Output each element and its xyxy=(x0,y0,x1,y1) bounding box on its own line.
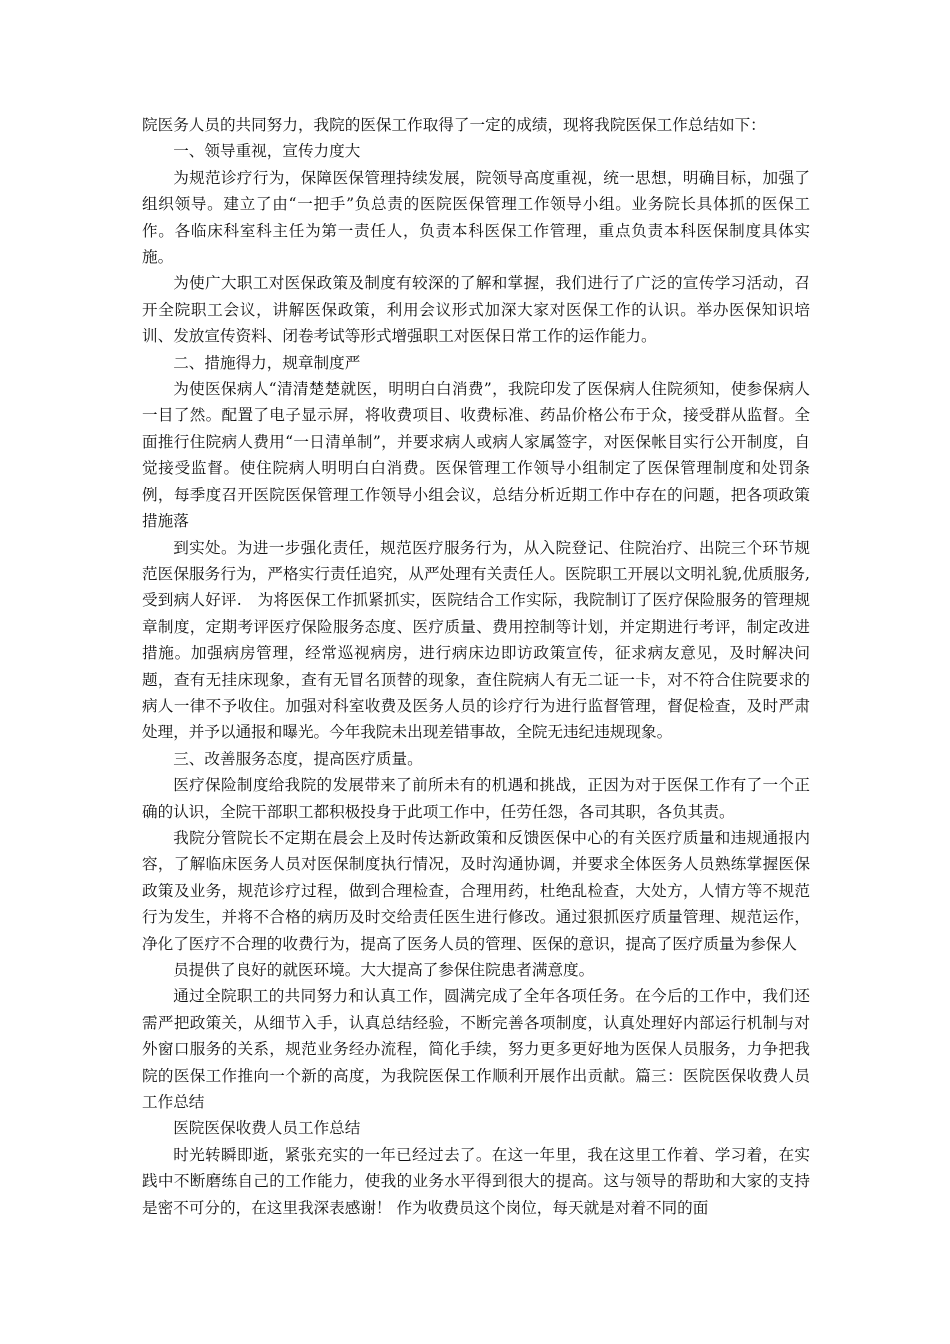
article-title: 医院医保收费人员工作总结 xyxy=(173,1119,361,1138)
section-heading-1: 一、领导重视，宣传力度大 xyxy=(173,142,361,161)
paragraph: 时光转瞬即逝，紧张充实的一年已经过去了。在这一年里，我在这里工作着、学习着，在实践中不断磨练自己的工作能力，使我的业务水平得到很大的提高。这与领导的帮助和大家的支持是密不可分的，在这里我深表感谢！ 作为收费员这个岗位，每天就是对着不同的面 xyxy=(142,1145,810,1217)
paragraph-intro-tail: 院医务人员的共同努力，我院的医保工作取得了一定的成绩，现将我院医保工作总结如下： xyxy=(142,116,766,134)
paragraph: 我院分管院长不定期在晨会上及时传达新政策和反馈医保中心的有关医疗质量和违规通报内容，了解临床医务人员对医保制度执行情况，及时沟通协调，并要求全体医务人员熟练掌握医保政策及业务，规范诊疗过程，做到合理检查，合理用药，杜绝乱检查，大处方，人情方等不规范行为发生，并将不合格的病历及时交给责任医生进行修改。通过狠抓医疗质量管理、规范运作，净化了医疗不合理的收费行为，提高了医务人员的管理、医保的意识，提高了医疗质量为参保人 xyxy=(142,828,810,953)
paragraph: 为使广大职工对医保政策及制度有较深的了解和掌握，我们进行了广泛的宣传学习活动，召开全院职工会议，讲解医保政策，利用会议形式加深大家对医保工作的认识。举办医保知识培训、发放宣传资料、闭卷考试等形式增强职工对医保日常工作的运作能力。 xyxy=(142,274,810,346)
paragraph: 医疗保险制度给我院的发展带来了前所未有的机遇和挑战，正因为对于医保工作有了一个正确的认识，全院干部职工都积极投身于此项工作中，任劳任怨，各司其职，各负其责。 xyxy=(142,776,810,821)
paragraph: 到实处。为进一步强化责任，规范医疗服务行为，从入院登记、住院治疗、出院三个环节规范医保服务行为，严格实行责任追究，从严处理有关责任人。医院职工开展以文明礼貌,优质服务,受到病人好评. 为将医保工作抓紧抓实，医院结合工作实际，我院制订了医疗保险服务的管理规章制度，定期考评医疗保险服务态度、医疗质量、费用控制等计划，并定期进行考评，制定改进措施。加强病房管理，经常巡视病房，进行病床边即访政策宣传，征求病友意见，及时解决问题，查有无挂床现象，查有无冒名顶替的现象，查住院病人有无二证一卡，对不符合住院要求的病人一律不予收住。加强对科室收费及医务人员的诊疗行为进行监督管理，督促检查，及时严肃处理，并予以通报和曝光。今年我院未出现差错事故，全院无违纪违规现象。 xyxy=(142,538,810,742)
paragraph: 为规范诊疗行为，保障医保管理持续发展，院领导高度重视，统一思想，明确目标，加强了组织领导。建立了由“一把手”负总责的医院医保管理工作领导小组。业务院长具体抓的医保工作。各临床科室科主任为第一责任人，负责本科医保工作管理，重点负责本科医保制度具体实施。 xyxy=(142,168,810,267)
paragraph: 通过全院职工的共同努力和认真工作，圆满完成了全年各项任务。在今后的工作中，我们还需严把政策关，从细节入手，认真总结经验，不断完善各项制度，认真处理好内部运行机制与对外窗口服务的关系，规范业务经办流程，简化手续，努力更多更好地为医保人员服务，力争把我院的医保工作推向一个新的高度，为我院医保工作顺利开展作出贡献。篇三：医院医保收费人员工作总结 xyxy=(142,987,810,1112)
document-page xyxy=(142,112,810,1221)
section-heading-3: 三、改善服务态度，提高医疗质量。 xyxy=(173,749,423,768)
paragraph: 员提供了良好的就医环境。大大提高了参保住院患者满意度。 xyxy=(173,961,595,979)
paragraph: 为使医保病人“清清楚楚就医，明明白白消费”，我院印发了医保病人住院须知，使参保病人一目了然。配置了电子显示屏，将收费项目、收费标准、药品价格公布于众，接受群从监督。全面推行住院病人费用“一日清单制”，并要求病人或病人家属签字，对医保帐目实行公开制度，自觉接受监督。使住院病人明明白白消费。医保管理工作领导小组制定了医保管理制度和处罚条例，每季度召开医院医保管理工作领导小组会议，总结分析近期工作中存在的问题，把各项政策措施落 xyxy=(142,380,810,531)
section-heading-2: 二、措施得力，规章制度严 xyxy=(173,353,361,372)
